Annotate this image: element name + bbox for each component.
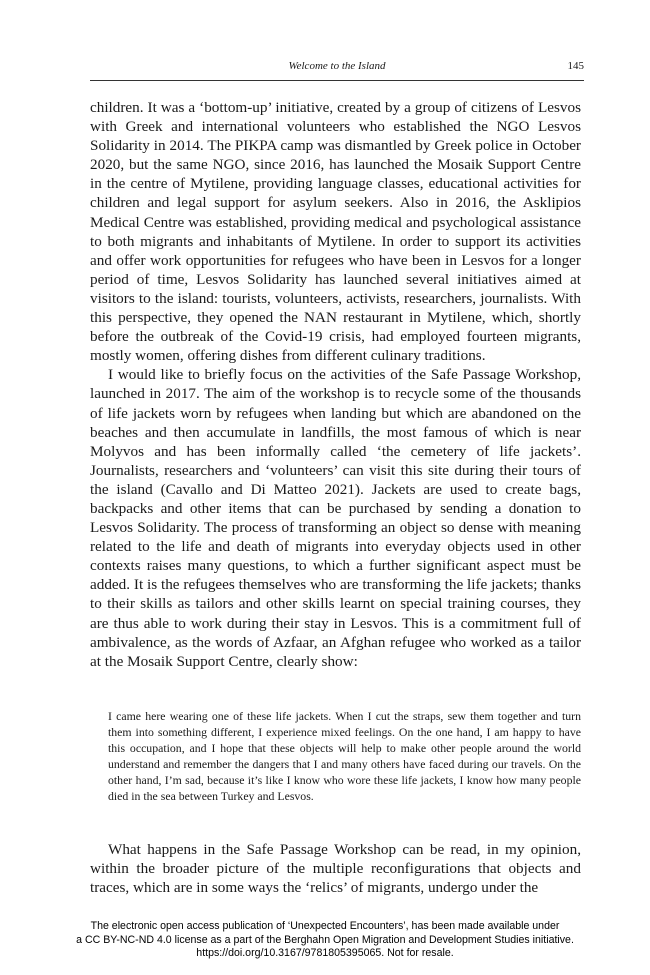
license-footer — [0, 920, 650, 961]
paragraph: I would like to briefly focus on the activities of the Safe Passage Workshop, launched in 2017. The aim of the workshop is to recycle some of the thousands of life jackets worn by refugees when landing but which are abandoned on the beaches and then accumulate in landfills, the most famous of which is near Molyvos and has been informally called ‘the cemetery of life jackets’. Journalists, researchers and ‘volunteers’ can visit this site during their tours of the island (Cavallo and Di Matteo 2021). Jackets are used to create bags, backpacks and other items that can be purchased by sending a donation to Lesvos Solidarity. The process of transforming an object so dense with meaning related to the life and death of migrants into everyday objects used in other contexts raises many questions, to which a further significant aspect must be added. It is the refugees themselves who are transforming the life jackets; thanks to their skills as tailors and other skills learnt on special training courses, they are thus able to work during their stay in Lesvos. This is a commitment full of ambivalence, as the words of Azfaar, an Afghan refugee who worked as a tailor at the Mosaik Support Centre, clearly show: — [90, 366, 581, 670]
body-text — [90, 98, 581, 671]
block-quote: I came here wearing one of these life jackets. When I cut the straps, sew them together and turn them into something different, I experience mixed feelings. On the one hand, I am happy to have this occupation, and I hope that these objects will help to make other people around the world understand and remember the dangers that I and many others have faced during our travels. On the other hand, I’m sad, because it’s like I know who wore these life jackets, I know how many people died in the sea between Turkey and Lesvos. — [108, 709, 581, 804]
footer-line: https://doi.org/10.3167/9781805395065. Not for resale. — [196, 947, 454, 959]
header-rule — [90, 80, 584, 81]
running-head — [90, 60, 584, 76]
paragraph: What happens in the Safe Passage Workshop can be read, in my opinion, within the broader picture of the multiple reconfigurations that objects and traces, which are in some ways the ‘relics’ of migrants, undergo under the — [90, 841, 581, 897]
footer-line: The electronic open access publication of ‘Unexpected Encounters’, has been made available under — [90, 920, 560, 932]
running-title: Welcome to the Island — [288, 60, 386, 72]
footer-line: a CC BY-NC-ND 4.0 license as a part of the Berghahn Open Migration and Development Studies initiative. — [76, 933, 574, 946]
paragraph: children. It was a ‘bottom-up’ initiative, created by a group of citizens of Lesvos with Greek and international volunteers who established the NGO Lesvos Solidarity in 2014. The PIKPA camp was dismantled by Greek police in October 2020, but the same NGO, since 2016, has launched the Mosaik Support Centre in the centre of Mytilene, providing language classes, educational activities for children and legal support for asylum seekers. Also in 2016, the Asklipios Medical Centre was established, providing medical and psychological assistance to both migrants and inhabitants of Mytilene. In order to support its activities and offer work opportunities for refugees who have been in Lesvos for a longer period of time, Lesvos Solidarity has launched several initiatives aimed at visitors to the island: tourists, volunteers, activists, researchers, journalists. With this perspective, they opened the NAN restaurant in Mytilene, which, shortly before the outbreak of the Covid-19 crisis, had employed fourteen migrants, mostly women, offering dishes from different culinary traditions. — [90, 99, 581, 365]
body-text-continued — [90, 840, 581, 897]
page-number: 145 — [567, 60, 584, 72]
